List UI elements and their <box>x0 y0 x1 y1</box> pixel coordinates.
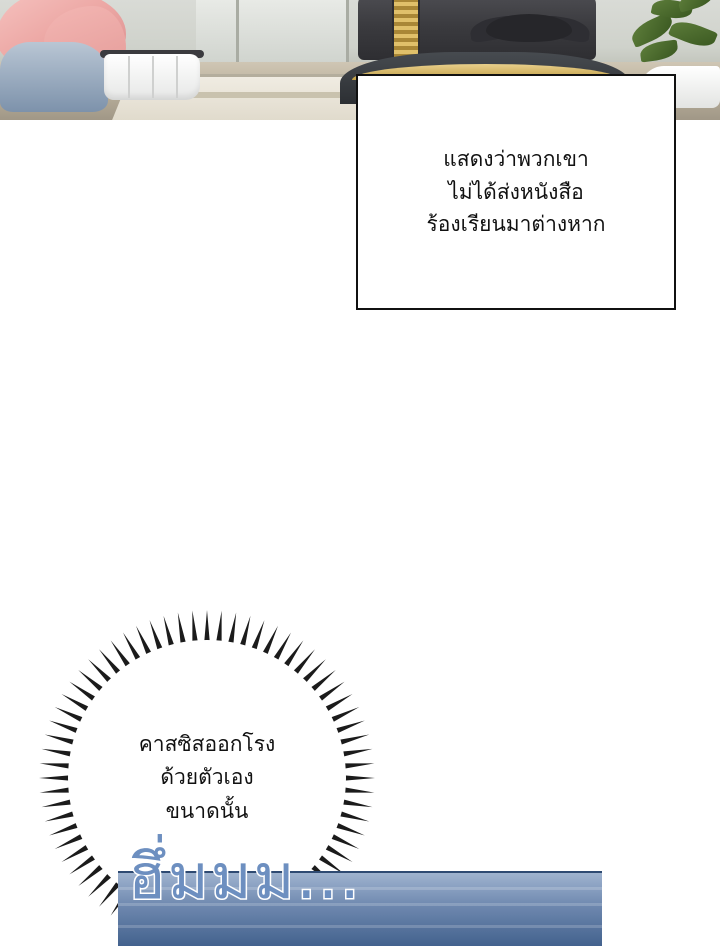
window-mullion <box>236 0 239 66</box>
thought-line-1: คาสซิสออกโรง <box>138 731 276 756</box>
speech-bubble-rect-text <box>417 143 616 241</box>
lace-fold <box>176 56 178 98</box>
character-left-dress <box>0 42 108 112</box>
thought-line-2: ด้วยตัวเอง <box>160 765 254 790</box>
background-window <box>196 0 349 69</box>
sound-effect-text: ฮึ่มมม... <box>128 840 362 913</box>
character-right-bow-knot <box>486 14 572 42</box>
character-right-gold-trim <box>392 0 420 60</box>
speech-bubble-rect <box>356 74 676 310</box>
lace-fold <box>128 56 130 98</box>
lace-fold <box>152 56 154 98</box>
speech-line-2: ไม่ได้ส่งหนังสือ <box>448 179 584 204</box>
speech-line-1: แสดงว่าพวกเขา <box>443 147 589 172</box>
potted-plant <box>626 0 720 74</box>
thought-line-3: ขนาดนั้น <box>165 798 249 823</box>
speech-line-3: ร้องเรียนมาต่างหาก <box>426 212 606 237</box>
